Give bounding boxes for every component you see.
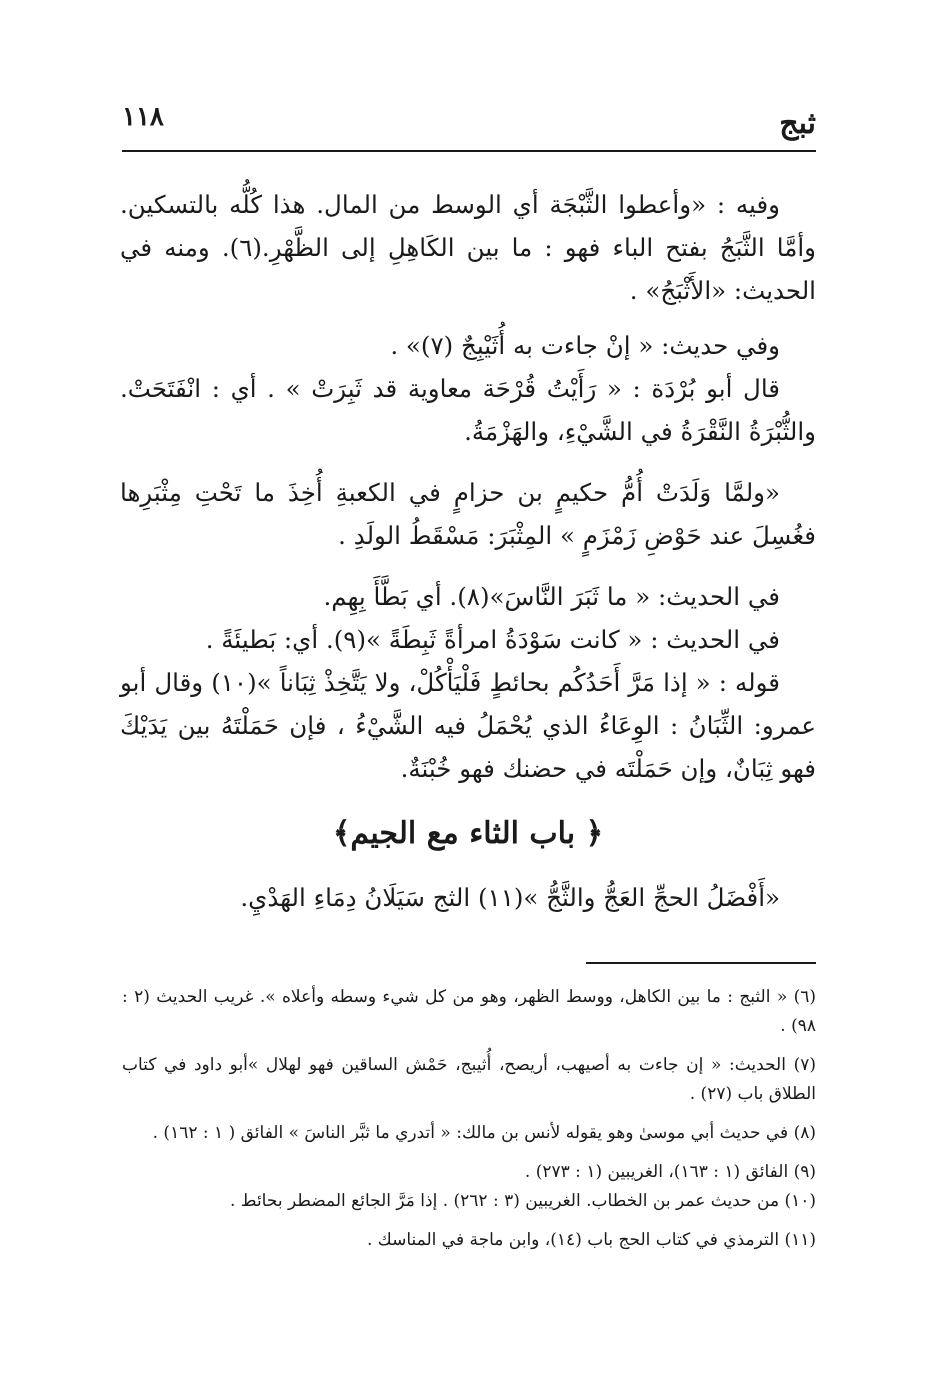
main-text [120,183,816,919]
footnote-7: (٧) الحديث: « إن جاءت به أصيهب، أريصح، أُثيبج، حَمْش الساقين فهو لهلال »أبو داود في كتاب الطلاق باب (٢٧) . [122,1055,816,1104]
page-number: ١١٨ [122,102,164,132]
paragraph-abu-burda: قال أبو بُرْدَة : « رَأَيْتُ قُرْحَة معاوية قد ثَبِرَتْ » . أي : انْفَتَحَتْ. والثُّبْرَةُ النَّقْرَةُ في الشَّيْءِ، والهَزْمَةُ. [120,374,816,446]
paragraph-thabara: في الحديث: « ما ثَبَرَ النَّاسَ»(٨). أي بَطَّأَ بِهِم. [323,582,780,611]
paragraph-umm-hakim: «ولمَّا وَلَدَتْ أُمُّ حكيمٍ بن حزامٍ في الكعبةِ أُخِذَ ما تَحْتِ مِثْبَرِها فغُسِلَ عند حَوْضِ زَمْزَمٍ » المِثْبَرَ: مَسْقَطُ الولَدِ . [120,478,816,550]
footnote-divider [586,962,816,964]
chapter-heading: ﴿ باب الثاء مع الجيم﴾ [332,816,604,851]
paragraph-uthaybij: وفي حديث: « إنْ جاءت به أُثَيْبِجٌ (٧)» . [390,331,780,360]
footnote-9: (٩) الفائق (١ : ١٦٣)، الغريبين (١ : ٢٧٣) . [524,1162,816,1182]
footnote-8: (٨) في حديث أبي موسىٰ وهو يقوله لأنس بن مالك: « أتدري ما ثبَّر الناسَ » الفائق ( ١ : ١٦٢) . [152,1123,816,1143]
paragraph-thiban: قوله : « إذا مَرَّ أَحَدُكُم بحائطٍ فَلْيَأْكُلْ، ولا يَتَّخِذْ ثِبَاناً »(١٠) وقال أبو عمرو: الثِّبَانُ : الوِعَاءُ الذي يُحْمَلُ فيه الشَّيْءُ ، فإن حَمَلْتَهُ بين يَدَيْكَ فهو ثِبَانٌ، وإن حَمَلْتَه في حضنك فهو خُبْنَةٌ. [120,668,816,783]
footnote-11: (١١) الترمذي في كتاب الحج باب (١٤)، وابن ماجة في المناسك . [366,1230,816,1250]
footnote-6: (٦) « الثبج : ما بين الكاهل، ووسط الظهر، وهو من كل شيء وسطه وأعلاه ». غريب الحديث (٢ : ٩٨) . [122,987,816,1036]
paragraph-thabita: في الحديث : « كانت سَوْدَةُ امرأةً ثَبِطَةً »(٩). أي: بَطيئَةً . [205,625,780,654]
paragraph-thubja: وفيه : «وأعطوا الثَّبْجَة أي الوسط من المال. هذا كُلُّه بالتسكين. وأمَّا الثَّبَجُ بفتح الباء فهو : ما بين الكَاهِلِ إلى الظَّهْرِ.(٦). ومنه في الحديث: «الأَثْبَجُ» . [120,190,817,305]
footnotes [122,983,816,1255]
paragraph-thajj: «أَفْضَلُ الحجِّ العَجُّ والثَّجُّ »(١١) الثج سَيَلَانُ دِمَاءِ الهَدْيِ. [240,883,780,912]
page-header [122,92,816,152]
footnote-10: (١٠) من حديث عمر بن الخطاب. الغريبين (٣ : ٢٦٢) . إذا مَرَّ الجائع المضطر بحائط . [230,1191,816,1211]
page-title: ثبج [779,106,816,141]
